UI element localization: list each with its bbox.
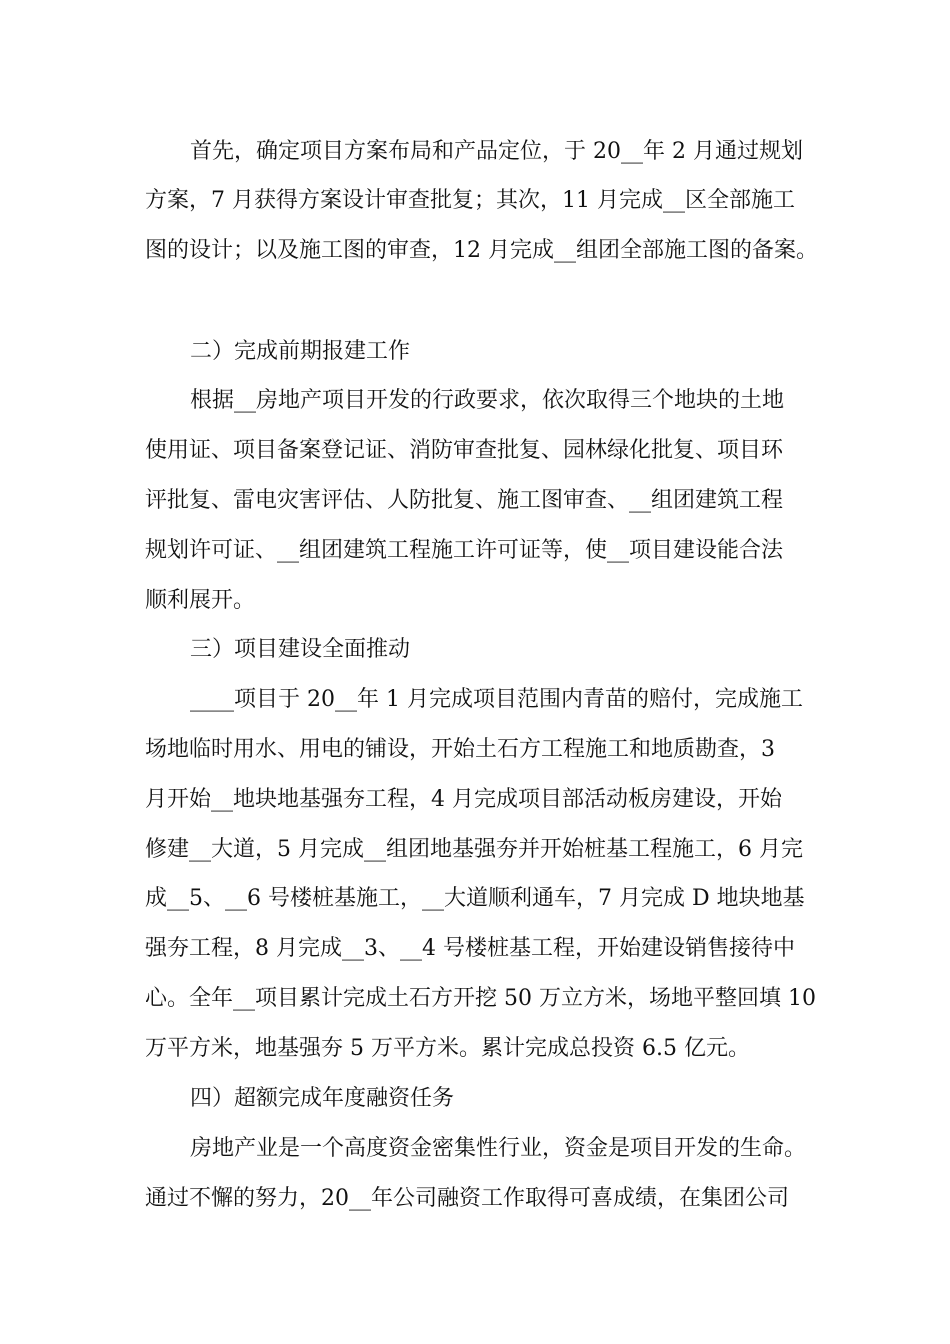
- section-heading-2: 二）完成前期报建工作: [190, 339, 411, 364]
- paragraph-1-line-2: 方案，7 月获得方案设计审查批复；其次，11 月完成__区全部施工: [145, 188, 795, 213]
- paragraph-2-line-1: 根据__房地产项目开发的行政要求，依次取得三个地块的土地: [190, 388, 785, 413]
- section-heading-4: 四）超额完成年度融资任务: [190, 1086, 455, 1111]
- paragraph-1-line-3: 图的设计；以及施工图的审查，12 月完成__组团全部施工图的备案。: [145, 238, 818, 263]
- paragraph-3-line-1: ____项目于 20__年 1 月完成项目范围内青苗的赔付，完成施工: [190, 687, 803, 712]
- section-heading-3: 三）项目建设全面推动: [190, 637, 411, 662]
- paragraph-3-line-8: 万平方米，地基强夯 5 万平方米。累计完成总投资 6.5 亿元。: [145, 1036, 750, 1061]
- paragraph-2-line-3: 评批复、雷电灾害评估、人防批复、施工图审查、__组团建筑工程: [145, 488, 784, 513]
- paragraph-2-line-4: 规划许可证、__组团建筑工程施工许可证等，使__项目建设能合法: [145, 538, 784, 563]
- paragraph-2-line-2: 使用证、项目备案登记证、消防审查批复、园林绿化批复、项目环: [145, 438, 784, 463]
- paragraph-4-line-2: 通过不懈的努力，20__年公司融资工作取得可喜成绩，在集团公司: [145, 1186, 789, 1211]
- paragraph-3-line-4: 修建__大道，5 月完成__组团地基强夯并开始桩基工程施工，6 月完: [145, 837, 803, 862]
- paragraph-4-line-1: 房地产业是一个高度资金密集性行业，资金是项目开发的生命。: [190, 1136, 807, 1161]
- paragraph-3-line-6: 强夯工程，8 月完成__3、__4 号楼桩基工程，开始建设销售接待中: [145, 936, 795, 961]
- paragraph-3-line-2: 场地临时用水、用电的铺设，开始土石方工程施工和地质勘查，3: [145, 737, 775, 762]
- paragraph-1-line-1: 首先，确定项目方案布局和产品定位，于 20__年 2 月通过规划: [190, 139, 803, 164]
- paragraph-3-line-7: 心。全年__项目累计完成土石方开挖 50 万立方米，场地平整回填 10: [145, 986, 816, 1011]
- paragraph-3-line-3: 月开始__地块地基强夯工程，4 月完成项目部活动板房建设，开始: [145, 787, 782, 812]
- paragraph-3-line-5: 成__5、__6 号楼桩基施工，__大道顺利通车，7 月完成 D 地块地基: [145, 886, 805, 911]
- paragraph-2-line-5: 顺利展开。: [145, 588, 256, 613]
